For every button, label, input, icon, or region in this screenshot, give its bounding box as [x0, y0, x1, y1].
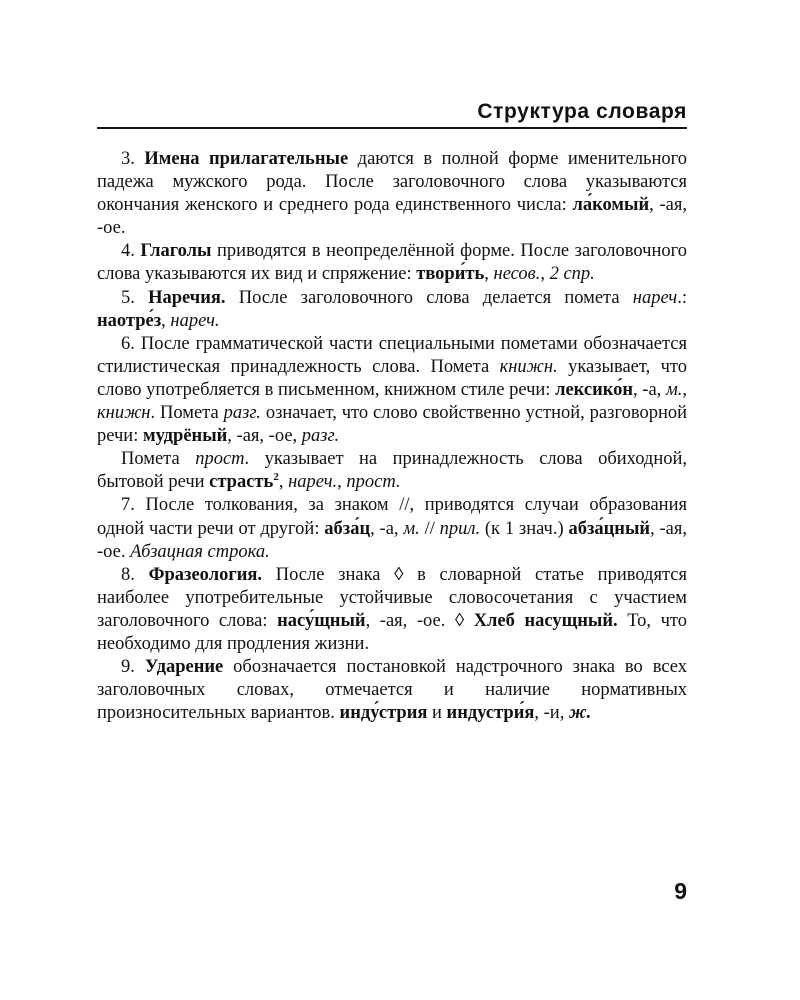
- grammar-mark: нареч: [632, 287, 678, 308]
- gender-mark: ж.: [568, 703, 592, 724]
- term: Глаголы: [140, 241, 212, 262]
- style-mark: книжн: [97, 403, 151, 424]
- body-text: 6. После грамматической части специальными пометами обозначается стилистическая принадлежность слова. Помета: [97, 333, 687, 377]
- body-text: , -ая, -ое. ◊: [365, 610, 474, 631]
- header-rule: [97, 127, 687, 129]
- style-mark: разг.: [223, 403, 261, 424]
- idiom: Хлеб насущный.: [473, 610, 618, 631]
- example-word: лексико́н: [555, 379, 634, 400]
- term: Фразеология.: [148, 564, 263, 585]
- body-text: 7. После толкования, за знаком //, приводятся случаи образования одной части речи от другой:: [97, 495, 687, 539]
- example-word: мудрёный: [142, 426, 228, 447]
- paragraph-stylistic-marks: [97, 333, 687, 448]
- style-mark: разг.: [301, 426, 340, 447]
- example-word: твори́ть: [416, 264, 485, 285]
- style-mark: прост: [195, 449, 245, 470]
- running-title: Структура словаря: [477, 100, 687, 123]
- body-text: означает, что слово свойственно устной, разговорной речи:: [97, 403, 687, 447]
- body-text: , -а,: [633, 379, 666, 400]
- body-text: ,: [278, 472, 289, 493]
- gender-mark: м.: [665, 379, 683, 400]
- page-number: 9: [674, 878, 687, 904]
- grammar-mark: прил.: [439, 518, 481, 539]
- gender-mark: м.: [403, 518, 420, 539]
- term: Наречия.: [148, 287, 226, 308]
- body-text: После знака ◊ в словарной статье приводятся наиболее употребительные устойчивые словосочетания с участием заголовочного слова:: [97, 564, 688, 631]
- section-number: 4.: [121, 241, 141, 262]
- body-text: ,: [484, 264, 494, 285]
- grammar-mark: нареч.: [170, 310, 220, 331]
- body-text: и: [427, 703, 447, 724]
- body-text: обозначается постановкой надстрочного знака во всех заголовочных словах, отмечается и наличие нормативных произносительных вариантов.: [97, 657, 688, 724]
- body-text: приводятся в неопределённой форме. После заголовочного слова указываются их вид и спряжение:: [97, 241, 688, 285]
- section-number: 9.: [121, 657, 145, 678]
- body-text: , -а,: [370, 518, 404, 539]
- example-word: наотре́з: [97, 310, 162, 331]
- body-text: , -ая, -ое,: [227, 426, 302, 447]
- body-text: ,: [682, 379, 688, 400]
- paragraph-adverbs: [97, 287, 687, 333]
- example-word: насу́щный: [277, 610, 366, 631]
- example-word: ла́комый: [572, 195, 650, 216]
- body-text: , -ая, -ое.: [97, 518, 687, 562]
- style-mark: книжн.: [499, 356, 558, 377]
- example-word: инду́стрия: [339, 703, 428, 724]
- body-text: . Помета: [150, 403, 224, 424]
- body-text: //: [419, 518, 440, 539]
- section-number: 8.: [121, 564, 149, 585]
- body-text: даются в полной форме именительного падежа мужского рода. После заголовочного слова указываются окончания женского и среднего рода единственного числа:: [97, 149, 688, 216]
- body-text: (к 1 знач.): [480, 518, 569, 539]
- style-mark: нареч., прост.: [288, 472, 401, 493]
- body-text: Помета: [121, 449, 196, 470]
- body-text: .:: [677, 287, 688, 308]
- body-text: . указывает на принадлежность слова обиходной, бытовой речи: [97, 449, 687, 493]
- text-block: [97, 148, 687, 725]
- section-number: 3.: [121, 149, 145, 169]
- body-text: , -ая, -ое.: [97, 195, 688, 239]
- section-number: 5.: [121, 287, 149, 308]
- paragraph-colloquial-mark: [97, 448, 687, 494]
- body-text: , -и,: [534, 703, 569, 724]
- body-text: ,: [161, 310, 171, 331]
- example-word: абза́ц: [324, 518, 371, 539]
- term: Ударение: [144, 657, 224, 678]
- example-word: индустри́я: [446, 703, 535, 724]
- paragraph-phraseology: [97, 564, 687, 656]
- body-text: То, что необходимо для продления жизни.: [97, 610, 687, 654]
- example-word: абза́цный: [568, 518, 651, 539]
- paragraph-verbs: [97, 240, 687, 286]
- paragraph-adjectives: [97, 148, 687, 240]
- example-word: страсть: [209, 472, 274, 493]
- grammar-mark: несов., 2 спр.: [493, 264, 595, 285]
- paragraph-stress: [97, 656, 687, 725]
- example-phrase: Абзацная строка.: [130, 541, 270, 562]
- homonym-number: 2: [273, 471, 279, 484]
- body-text: указывает, что слово употребляется в письменном, книжном стиле речи:: [97, 356, 687, 400]
- paragraph-derivation: [97, 494, 687, 563]
- body-text: После заголовочного слова делается помета: [225, 287, 633, 308]
- term: Имена прилагательные: [144, 149, 349, 169]
